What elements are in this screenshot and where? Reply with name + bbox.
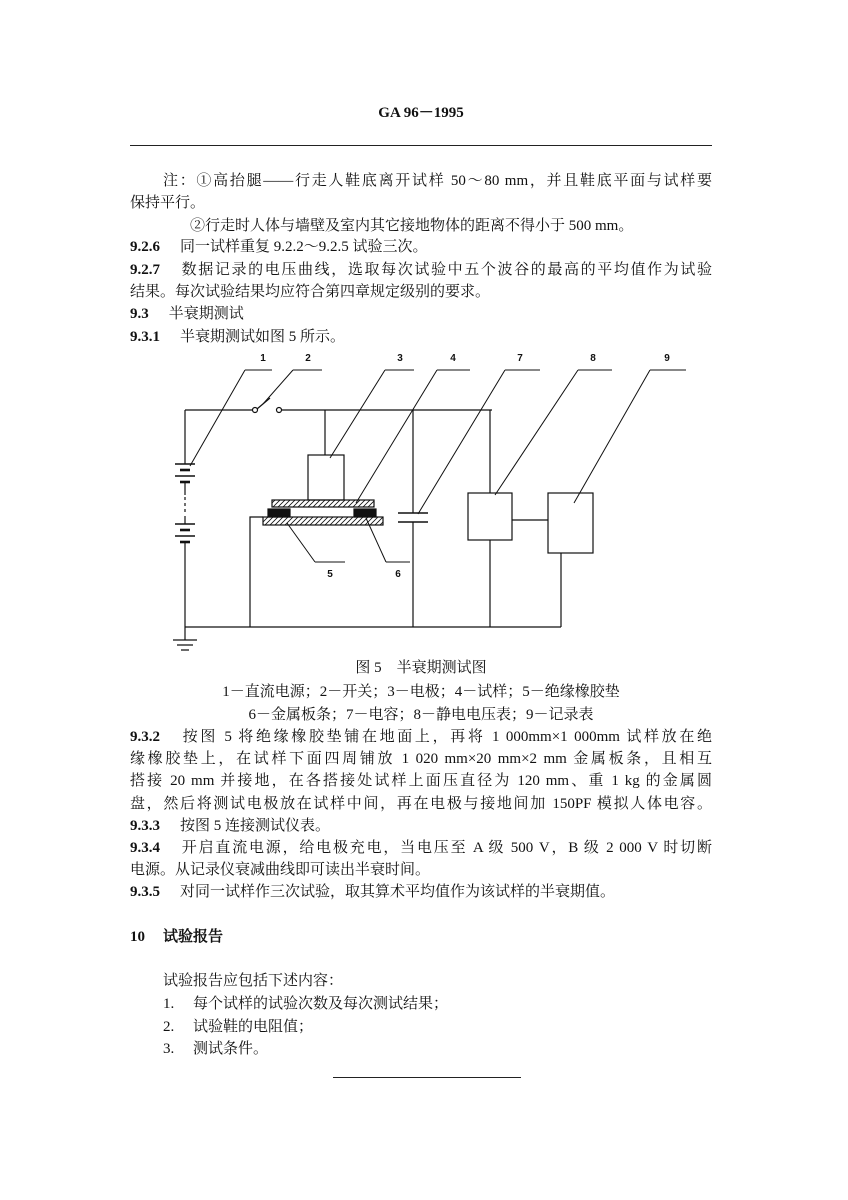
clause-9-2-7-line-2: 结果。每次试验结果均应符合第四章规定级别的要求。 xyxy=(130,284,491,300)
clause-text: 按图 5 连接测试仪表。 xyxy=(180,818,331,834)
clause-number: 9.3.2 xyxy=(130,729,160,745)
clause-9-2-7-line-1 xyxy=(130,259,712,281)
ground-symbol xyxy=(173,640,197,650)
end-rule xyxy=(333,1077,521,1078)
clause-number: 9.2.7 xyxy=(130,262,160,278)
item-text: 测试条件。 xyxy=(193,1041,269,1057)
leader-line-2 xyxy=(263,370,322,404)
figure-caption: 图 5 半衰期测试图 xyxy=(355,660,487,676)
clause-text: 对同一试样作三次试验，取其算术平均值作为该试样的半衰期值。 xyxy=(180,884,616,900)
section-number: 9.3 xyxy=(130,306,149,322)
label-6: 6 xyxy=(395,569,401,580)
clause-9-3-5 xyxy=(130,881,615,903)
label-4: 4 xyxy=(450,353,456,364)
electrode xyxy=(308,455,344,500)
clause-9-3-2-line-4: 盘，然后将测试电极放在试样中间，再在电极与接地间加 150PF 模拟人体电容。 xyxy=(130,796,712,812)
leader-line-8 xyxy=(495,370,612,495)
note-1-line-1: 注：①高抬腿——行走人鞋底离开试样 50～80 mm，并且鞋底平面与试样要 xyxy=(163,173,712,189)
clause-number: 9.3.5 xyxy=(130,884,160,900)
clause-9-3-2-line-3: 搭接 20 mm 并接地，在各搭接处试样上面压直径为 120 mm、重 1 kg 的金属圆 xyxy=(130,773,712,789)
clause-text: 同一试样重复 9.2.2～9.2.5 试验三次。 xyxy=(180,239,428,255)
document-code: GA 96－1995 xyxy=(378,105,464,121)
section-10 xyxy=(130,926,223,948)
item-text: 每个试样的试验次数及每次测试结果； xyxy=(193,996,449,1012)
clause-number: 9.3.3 xyxy=(130,818,160,834)
metal-strip-left xyxy=(268,509,290,517)
recorder xyxy=(548,493,593,553)
clause-9-3-4-line-1 xyxy=(130,837,712,859)
label-1: 1 xyxy=(260,353,266,364)
report-item-2 xyxy=(163,1016,313,1038)
report-item-1 xyxy=(163,993,448,1015)
report-item-3 xyxy=(163,1038,268,1060)
clause-text: 数据记录的电压曲线，选取每次试验中五个波谷的最高的平均值作为试验 xyxy=(180,262,712,278)
note-1-line-2: 保持平行。 xyxy=(130,195,206,211)
clause-text: 开启直流电源，给电极充电，当电压至 A 级 500 V，B 级 2 000 V 时切断 xyxy=(180,840,712,856)
item-text: 试验鞋的电阻值； xyxy=(193,1019,314,1035)
item-number: 1. xyxy=(163,996,175,1012)
clause-9-3-2-line-2: 缘橡胶垫上，在试样下面四周铺放 1 020 mm×20 mm×2 mm 金属板条，且相互 xyxy=(130,751,712,767)
section-number: 10 xyxy=(130,929,145,945)
report-intro: 试验报告应包括下述内容： xyxy=(163,973,344,989)
metal-strip-right xyxy=(354,509,376,517)
label-7: 7 xyxy=(517,353,523,364)
clause-text: 半衰期测试如图 5 所示。 xyxy=(180,329,346,345)
leader-line-3 xyxy=(330,370,414,458)
leader-line-7 xyxy=(418,370,540,514)
section-title: 试验报告 xyxy=(163,929,224,945)
leader-line-1 xyxy=(190,370,272,466)
figure-legend-line-2: 6－金属板条；7－电容；8－静电电压表；9－记录表 xyxy=(248,707,594,723)
leader-line-9 xyxy=(574,370,686,503)
header-rule xyxy=(130,145,712,146)
clause-9-3-3 xyxy=(130,815,330,837)
item-number: 3. xyxy=(163,1041,175,1057)
clause-number: 9.3.4 xyxy=(130,840,160,856)
half-life-test-diagram xyxy=(150,345,710,660)
figure-legend-line-1: 1－直流电源；2－开关；3－电极；4－试样；5－绝缘橡胶垫 xyxy=(222,684,620,700)
item-number: 2. xyxy=(163,1019,175,1035)
strip-ground-wire xyxy=(250,517,263,627)
clause-9-3-2-line-1 xyxy=(130,726,712,748)
clause-9-3-4-line-2: 电源。从记录仪衰减曲线即可读出半衰时间。 xyxy=(130,862,431,878)
label-9: 9 xyxy=(664,353,670,364)
section-9-3 xyxy=(130,303,244,325)
switch-contact-right xyxy=(277,408,282,413)
label-3: 3 xyxy=(397,353,403,364)
label-5: 5 xyxy=(327,569,333,580)
clause-number: 9.3.1 xyxy=(130,329,160,345)
clause-9-2-6 xyxy=(130,236,428,258)
electrostatic-voltmeter xyxy=(468,493,512,540)
section-title: 半衰期测试 xyxy=(168,306,244,322)
insulating-rubber-pad xyxy=(263,517,383,525)
label-2: 2 xyxy=(305,353,311,364)
clause-number: 9.2.6 xyxy=(130,239,160,255)
switch-contact-left xyxy=(253,408,258,413)
label-8: 8 xyxy=(590,353,596,364)
clause-text: 按图 5 将绝缘橡胶垫铺在地面上，再将 1 000mm×1 000mm 试样放在绝 xyxy=(180,729,712,745)
leader-line-5 xyxy=(287,523,345,562)
note-2: ②行走时人体与墙壁及室内其它接地物体的距离不得小于 500 mm。 xyxy=(190,218,634,234)
sample-plate xyxy=(272,500,374,507)
